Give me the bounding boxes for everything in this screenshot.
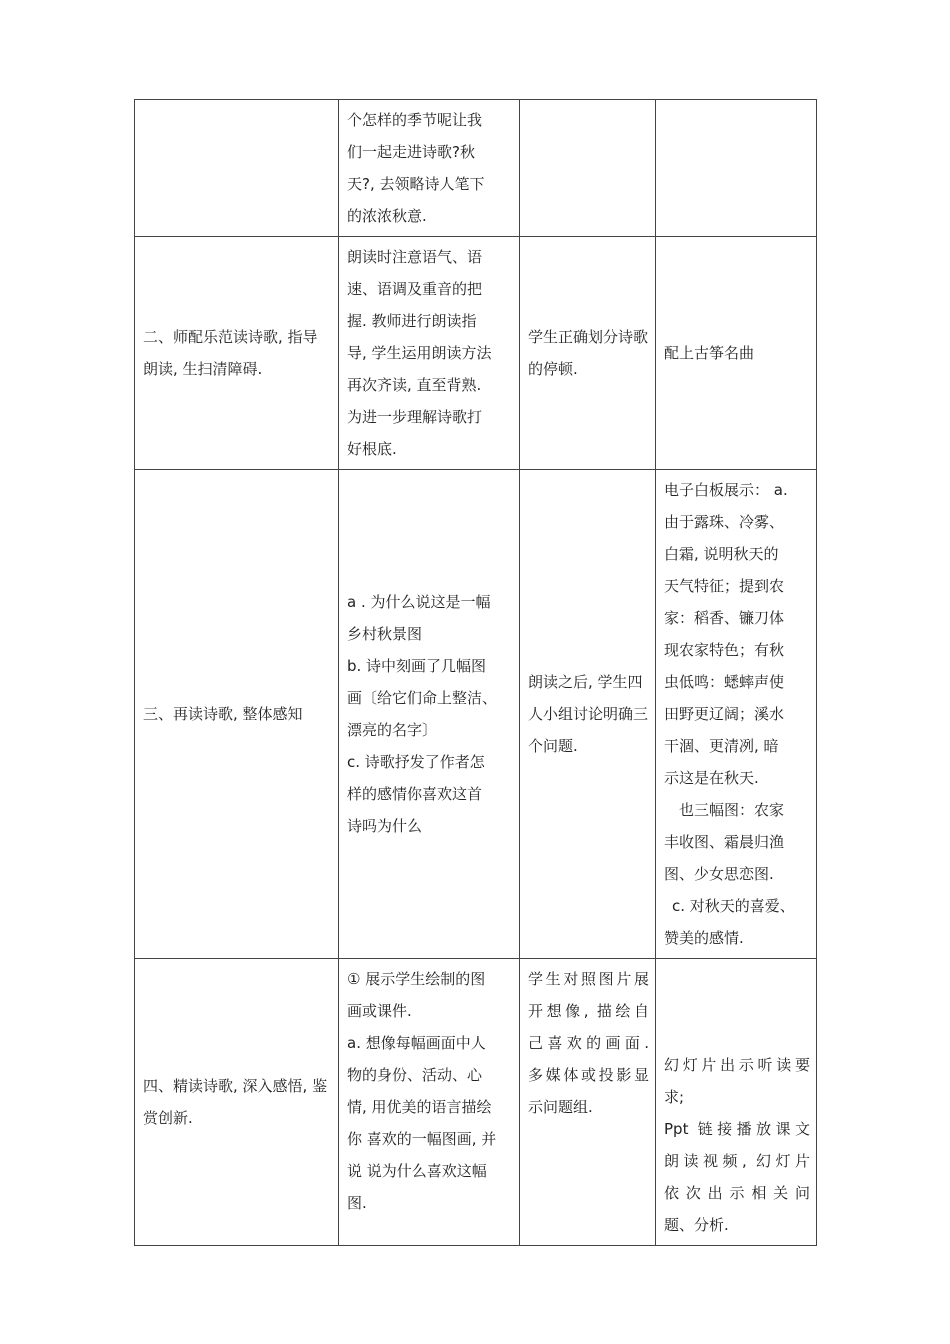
text-line: Ppt 链接播放课文: [664, 1120, 810, 1138]
text-line: 图.: [347, 1194, 367, 1212]
text-line: 也三幅图：农家: [679, 801, 785, 819]
text-line: 由于露珠、冷雾、: [664, 513, 785, 531]
text-line: b. 诗中刻画了几幅图: [347, 657, 487, 675]
text-line: 物的身份、活动、心: [347, 1066, 483, 1084]
text-line: 田野更辽阔；溪水: [664, 705, 785, 723]
media-cell: [656, 470, 817, 959]
teacher-activity-cell: [339, 470, 520, 959]
text-line: 虫低鸣：蟋蟀声使: [664, 673, 785, 691]
text-line: a. 想像每幅画面中人: [347, 1034, 486, 1052]
text-line: 干涸、更清冽, 暗: [664, 737, 779, 755]
text-line: 好根底.: [347, 440, 397, 458]
text-line: 诗吗为什么: [347, 817, 423, 835]
text-line: 们一起走进诗歌?秋: [347, 143, 475, 161]
text-line: 情, 用优美的语言描绘: [347, 1098, 492, 1116]
text-line: 画或课件.: [347, 1002, 412, 1020]
text-line: 多媒体或投影显: [528, 1066, 649, 1084]
media-cell: [656, 100, 817, 237]
text-line: c. 对秋天的喜爱、: [672, 897, 795, 915]
text-line: a . 为什么说这是一幅: [347, 593, 491, 611]
step-cell: [135, 100, 339, 237]
teacher-activity-cell: [339, 100, 520, 237]
text-line: 求;: [664, 1088, 685, 1106]
text-line: 电子白板展示： a.: [664, 481, 788, 499]
table-row: [135, 959, 817, 1246]
step-cell: 二、师配乐范读诗歌, 指导朗读, 生扫清障碍.: [135, 237, 339, 470]
text-line: 天气特征；提到农: [664, 577, 785, 595]
text-line: 幻灯片出示听读要: [664, 1056, 810, 1074]
text-line: 依次出示相关问: [664, 1184, 810, 1202]
table-row: [135, 470, 817, 959]
text-line: 的浓浓秋意.: [347, 207, 427, 225]
media-cell: [656, 959, 817, 1246]
step-cell: 三、再读诗歌, 整体感知: [135, 470, 339, 959]
teacher-activity-cell: [339, 237, 520, 470]
table-row: [135, 237, 817, 470]
step-cell: 四、精读诗歌, 深入感悟, 鉴赏创新.: [135, 959, 339, 1246]
text-line: 握. 教师进行朗读指: [347, 312, 477, 330]
text-line: 导, 学生运用朗读方法: [347, 344, 492, 362]
text-line: 示这是在秋天.: [664, 769, 759, 787]
text-line: 漂亮的名字〕: [347, 721, 438, 739]
text-line: 天?, 去领略诗人笔下: [347, 175, 485, 193]
text-line: 乡村秋景图: [347, 625, 423, 643]
text-line: 现农家特色；有秋: [664, 641, 785, 659]
text-line: 家：稻香、镰刀体: [664, 609, 785, 627]
lesson-plan-table: [134, 99, 817, 1246]
text-line: 赞美的感情.: [664, 929, 744, 947]
text-line: 丰收图、霜晨归渔: [664, 833, 785, 851]
text-line: 朗读时注意语气、语: [347, 248, 483, 266]
text-line: 再次齐读, 直至背熟.: [347, 376, 482, 394]
text-line: 画〔给它们命上整洁、: [347, 689, 498, 707]
text-line: 为进一步理解诗歌打: [347, 408, 483, 426]
text-line: 己喜欢的画面.: [528, 1034, 649, 1052]
text-line: c. 诗歌抒发了作者怎: [347, 753, 485, 771]
text-line: 题、分析.: [664, 1216, 729, 1234]
text-line: 白霜, 说明秋天的: [664, 545, 779, 563]
text-line: 朗读视频, 幻灯片: [664, 1152, 810, 1170]
teacher-activity-cell: [339, 959, 520, 1246]
media-cell: 配上古筝名曲: [656, 237, 817, 470]
text-line: 样的感情你喜欢这首: [347, 785, 483, 803]
text-line: ① 展示学生绘制的图: [347, 970, 486, 988]
student-activity-cell: [520, 100, 656, 237]
student-activity-cell: [520, 959, 656, 1246]
table-row: [135, 100, 817, 237]
text-line: 开想像, 描绘自: [528, 1002, 649, 1020]
student-activity-cell: 学生正确划分诗歌的停顿.: [520, 237, 656, 470]
text-line: 说 说为什么喜欢这幅: [347, 1162, 487, 1180]
text-line: 示问题组.: [528, 1098, 593, 1116]
text-line: 你 喜欢的一幅图画, 并: [347, 1130, 497, 1148]
text-line: 速、语调及重音的把: [347, 280, 483, 298]
text-line: 图、少女思恋图.: [664, 865, 774, 883]
student-activity-cell: 朗读之后, 学生四人小组讨论明确三个问题.: [520, 470, 656, 959]
text-line: 个怎样的季节呢让我: [347, 111, 483, 129]
text-line: 学生对照图片展: [528, 970, 649, 988]
